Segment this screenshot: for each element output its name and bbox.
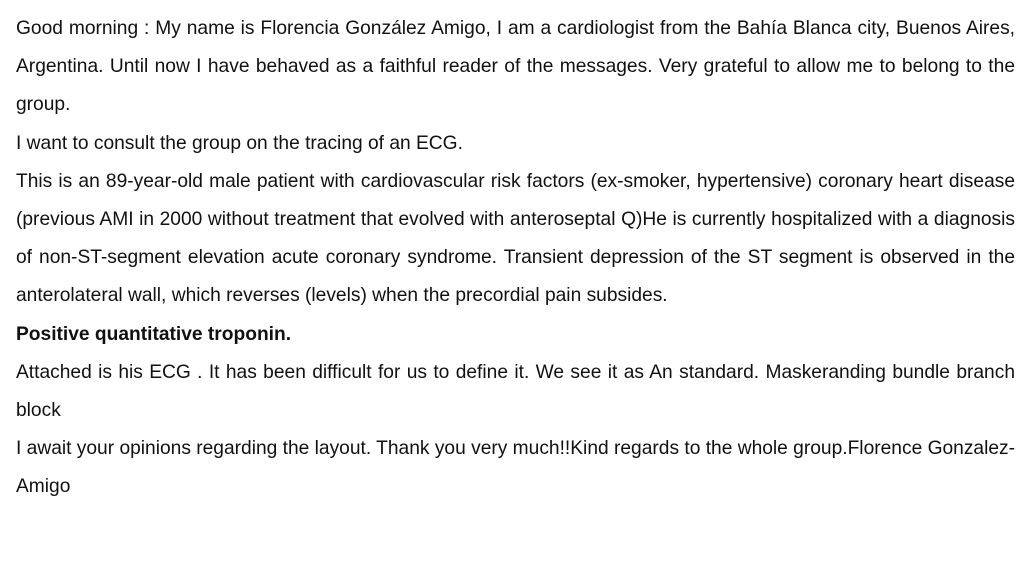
- paragraph-closing: I await your opinions regarding the layout. Thank you very much!!Kind regards to the whole group.Florence Gonzalez-Amigo: [16, 438, 1016, 498]
- paragraph-greeting: Good morning : My name is Florencia González Amigo, I am a cardiologist from the Bahía Blanca city, Buenos Aires, Argentina. Until now I have behaved as a faithful reader of the messages. Very grateful to allow me to belong to the group.: [16, 18, 1015, 116]
- paragraph-ecg-attachment: Attached is his ECG . It has been difficult for us to define it. We see it as An standard. Maskeranding bundle branch block: [16, 361, 1015, 422]
- paragraph-consult: I want to consult the group on the tracing of an ECG.: [16, 132, 463, 154]
- paragraph-troponin: Positive quantitative troponin.: [16, 323, 292, 345]
- paragraph-case-description: This is an 89-year-old male patient with cardiovascular risk factors (ex-smoker, hypertensive) coronary heart disease (previous AMI in 2000 without treatment that evolved with anteroseptal Q)He is currently hospitalized with a diagnosis of non-ST-segment elevation acute coronary syndrome. Transient depression of the ST segment is observed in the anterolateral wall, which reverses (levels) when the precordial pain subsides.: [16, 170, 1015, 307]
